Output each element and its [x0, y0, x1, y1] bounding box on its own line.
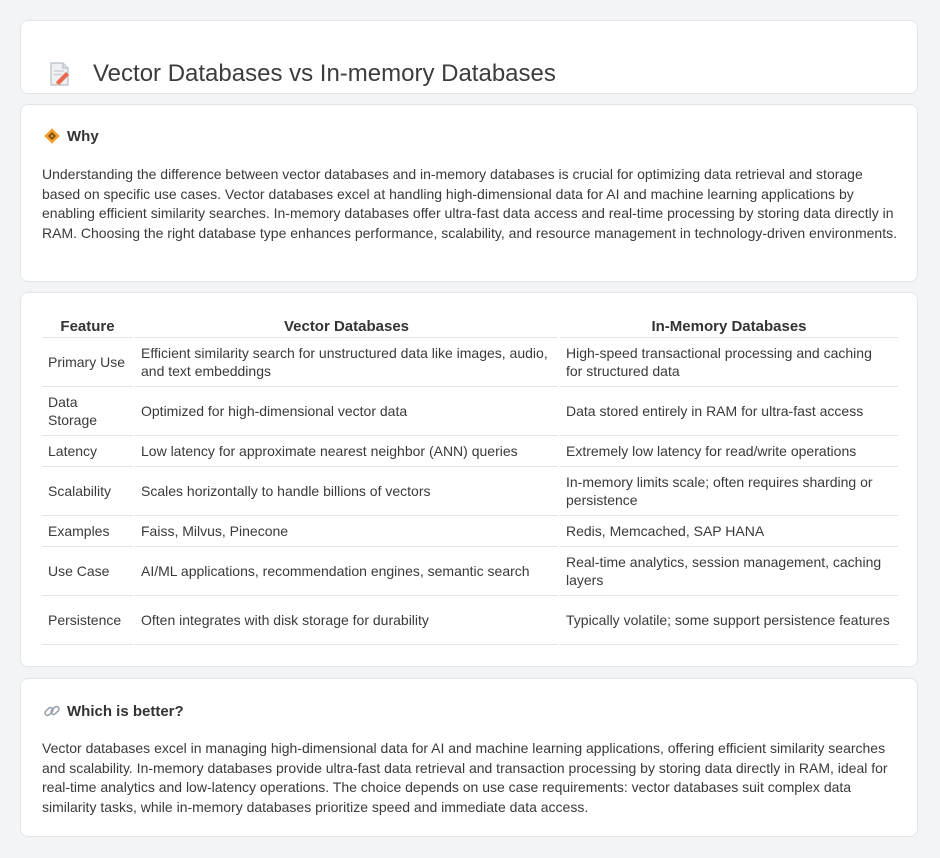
column-header-feature: Feature [42, 315, 134, 338]
inmemory-cell: In-memory limits scale; often requires sharding or persistence [559, 467, 898, 516]
page-title: Vector Databases vs In-memory Databases [93, 60, 556, 88]
column-header-inmemory: In-Memory Databases [559, 315, 898, 338]
feature-cell: Persistence [42, 596, 134, 645]
vector-cell: Scales horizontally to handle billions of vectors [134, 467, 559, 516]
table-row [42, 338, 898, 387]
inmemory-cell: Typically volatile; some support persistence features [559, 596, 898, 645]
feature-cell: Use Case [42, 547, 134, 596]
inmemory-cell: Data stored entirely in RAM for ultra-fast access [559, 387, 898, 436]
table-row [42, 467, 898, 516]
link-icon [43, 702, 61, 720]
vector-cell: Faiss, Milvus, Pinecone [134, 516, 559, 547]
column-header-vector: Vector Databases [134, 315, 559, 338]
why-text: Understanding the difference between vector databases and in-memory databases is crucial for optimizing data retrieval and storage based on specific use cases. Vector databases excel at handling high-dimensional data for AI and machine learning applications by enabling efficient similarity searches. In-memory databases offer ultra-fast data access and real-time processing by storing data directly in RAM. Choosing the right database type enhances performance, scalability, and resource management in technology-driven environments. [42, 166, 897, 241]
vector-cell: Often integrates with disk storage for durability [134, 596, 559, 645]
why-title: Why [67, 127, 99, 145]
inmemory-cell: Extremely low latency for read/write operations [559, 436, 898, 467]
better-heading [43, 702, 184, 720]
table-row [42, 436, 898, 467]
vector-cell: AI/ML applications, recommendation engines, semantic search [134, 547, 559, 596]
title-row [47, 43, 556, 105]
inmemory-cell: Redis, Memcached, SAP HANA [559, 516, 898, 547]
vector-cell: Optimized for high-dimensional vector data [134, 387, 559, 436]
inmemory-cell: High-speed transactional processing and caching for structured data [559, 338, 898, 387]
better-text: Vector databases excel in managing high-dimensional data for AI and machine learning applications, offering efficient similarity searches and scalability. In-memory databases provide ultra-fast data retrieval and transaction processing by storing data directly in RAM, ideal for real-time analytics and low-latency operations. The choice depends on use case requirements: vector databases suit complex data similarity tasks, while in-memory databases prioritize speed and immediate data access. [42, 740, 888, 815]
feature-cell: Latency [42, 436, 134, 467]
comparison-table [42, 315, 898, 645]
vector-cell: Efficient similarity search for unstructured data like images, audio, and text embeddings [134, 338, 559, 387]
table-row [42, 547, 898, 596]
feature-cell: Data Storage [42, 387, 134, 436]
table-row [42, 516, 898, 547]
why-heading [43, 127, 99, 145]
feature-cell: Examples [42, 516, 134, 547]
vector-cell: Low latency for approximate nearest neighbor (ANN) queries [134, 436, 559, 467]
document-pencil-icon [47, 60, 73, 88]
feature-cell: Scalability [42, 467, 134, 516]
better-card [20, 678, 918, 837]
feature-cell: Primary Use [42, 338, 134, 387]
inmemory-cell: Real-time analytics, session management, caching layers [559, 547, 898, 596]
comparison-card [20, 292, 918, 667]
table-row [42, 596, 898, 645]
diamond-warning-icon [43, 127, 61, 145]
why-card [20, 104, 918, 282]
better-title: Which is better? [67, 702, 184, 720]
table-row [42, 387, 898, 436]
title-card [20, 20, 918, 94]
table-header-row [42, 315, 898, 338]
